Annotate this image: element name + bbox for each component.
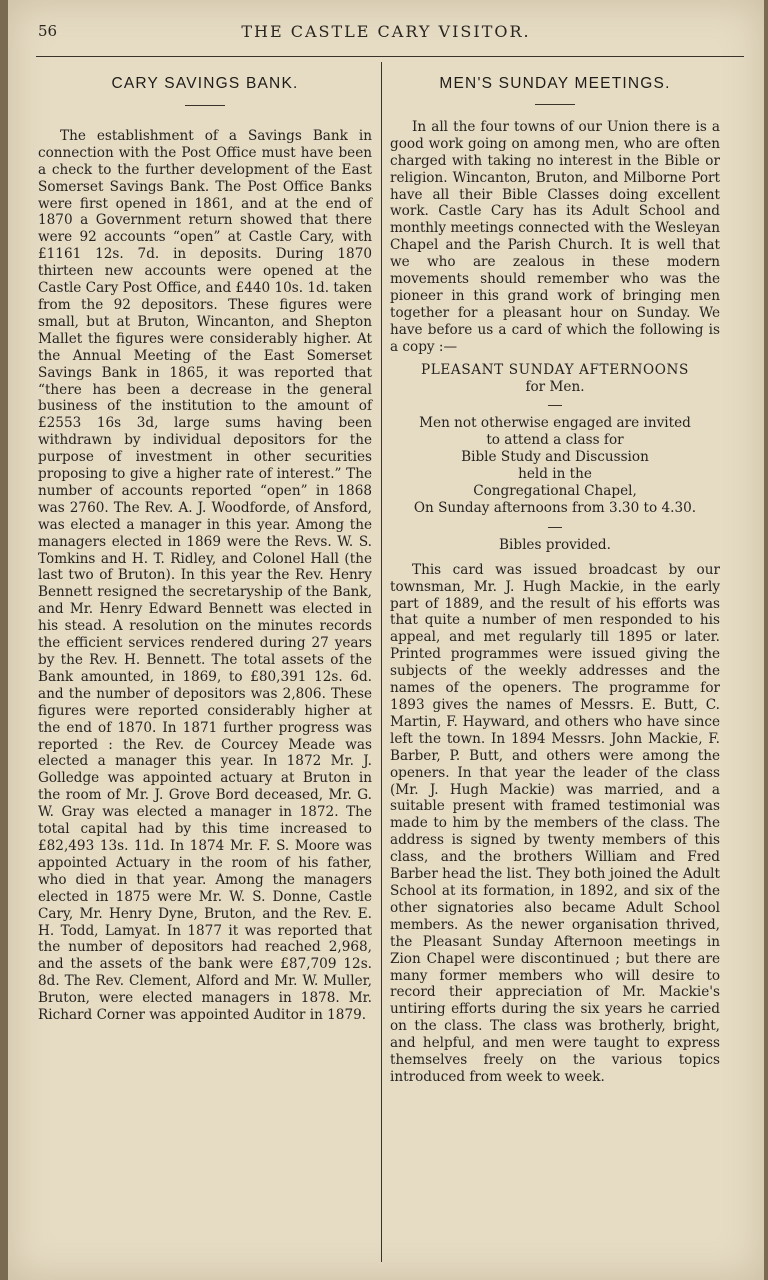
quoted-card [390,362,720,554]
right-column [390,66,720,1086]
card-line: Bible Study and Discussion [461,449,649,466]
article-heading-sunday-meetings: MEN'S SUNDAY MEETINGS. [439,75,671,92]
card-line: On Sunday afternoons from 3.30 to 4.30. [413,499,697,516]
card-line: Men not otherwise engaged are invited [419,415,691,432]
magazine-page [8,0,764,1280]
card-dash [548,527,562,528]
card-line: to attend a class for [486,432,624,449]
card-line: Congregational Chapel, [473,483,637,500]
article-body-savings-bank: The establishment of a Savings Bank in connection with the Post Office must have been a check to the further development of the East Somerset Savings Bank. The Post Office Banks were first opened in 1861, and at the end of 1870 a Government return showed that there were 92 accounts “open” at Castle Cary, with £1161 12s. 7d. in deposits. During 1870 thirteen new accounts were opened at the Castle Cary Post Office, and £440 10s. 1d. taken from the 92 depositors. These figures were small, but at Bruton, Wincanton, and Shepton Mallet the figures were considerably higher. At the Annual Meeting of the East Somerset Savings Bank in 1865, it was reported that “there has been a decrease in the general business of the institution to the amount of £2553 16s 3d, large sums having been withdrawn by individual depositors for the purpose of investment in other securities proposing to give a higher rate of interest.” The number of accounts reported “open” in 1868 was 2760. The Rev. A. J. Woodforde, of Ansford, was elected a manager in this year. Among the managers elected in 1869 were the Revs. W. S. Tomkins and H. T. Ridley, and Colonel Hall (the last two of Bruton). In this year the Rev. Henry Bennett resigned the secretaryship of the Bank, and Mr. Henry Edward Bennett was elected in his stead. A resolution on the minutes records the efficient services rendered during 27 years by the Rev. H. Bennett. The total assets of the Bank amounted, in 1869, to £80,391 12s. 6d. and the number of depositors was 2,806. These figures were reported considerably higher at the end of 1870. In 1871 further progress was reported : the Rev. de Courcey Meade was elected a manager this year. In 1872 Mr. J. Golledge was appointed actuary at Bruton in the room of Mr. J. Grove Bord deceased, Mr. G. W. Gray was elected a manager in 1872. The total capital had by this time increased to £82,493 13s. 11d. In 1874 Mr. F. S. Moore was appointed Actuary in the room of his father, who died in that year. Among the managers elected in 1875 were Mr. W. S. Donne, Castle Cary, Mr. Henry Dyne, Bruton, and the Rev. E. H. Todd, Lamyat. In 1877 it was reported that the number of depositors had reached 2,968, and the assets of the bank were £87,709 12s. 8d. The Rev. Clement, Alford and Mr. W. Muller, Bruton, were elected managers in 1878. Mr. Richard Corner was appointed Auditor in 1879. [38,127,372,1024]
left-column [38,66,372,1024]
running-header [8,22,764,46]
article-body-sunday-meetings: This card was issued broadcast by our townsman, Mr. J. Hugh Mackie, in the early part of 1889, and the result of his efforts was that quite a number of men responded to his appeal, and met regularly till 1895 or later. Printed programmes were issued giving the subjects of the weekly addresses and the names of the openers. The programme for 1893 gives the names of Messrs. E. Butt, C. Martin, F. Hayward, and others who have since left the town. In 1894 Messrs. John Mackie, F. Barber, P. Butt, and others were among the openers. In that year the leader of the class (Mr. J. Hugh Mackie) was married, and a suitable present with framed testimonial was made to him by the members of the class. The address is signed by twenty members of this class, and the brothers William and Fred Barber head the list. They both joined the Adult School at its formation, in 1892, and six of the other signatories also became Adult School members. As the newer organisation thrived, the Pleasant Sunday Afternoon meetings in Zion Chapel were discontinued ; but there are many former members who will desire to record their appreciation of Mr. Mackie's untiring efforts during the six years he carried on the class. The class was brotherly, bright, and helpful, and men were taught to express themselves freely on the various topics introduced from week to week. [390,561,720,1085]
heading-rule [185,105,225,106]
card-footer: Bibles provided. [499,536,611,553]
card-dash [548,405,562,406]
card-title: PLEASANT SUNDAY AFTERNOONS [421,361,689,378]
heading-rule [535,104,575,105]
card-line: held in the [518,466,592,483]
column-divider [381,62,382,1262]
header-rule [36,56,744,57]
card-subtitle: for Men. [525,378,585,395]
article-heading-savings-bank: CARY SAVINGS BANK. [111,75,299,92]
article-intro-sunday-meetings: In all the four towns of our Union there is a good work going on among men, who are often charged with taking no interest in the Bible or religion. Wincanton, Bruton, and Milborne Port have all their Bible Classes doing excellent work. Castle Cary has its Adult School and monthly meetings connected with the Wesleyan Chapel and the Parish Church. It is well that we who are zealous in these modern movements should remember who was the pioneer in this grand work of bringing men together for a pleasant hour on Sunday. We have before us a card of which the following is a copy :— [390,118,720,355]
journal-title: THE CASTLE CARY VISITOR. [241,22,531,41]
page-number: 56 [38,22,58,40]
